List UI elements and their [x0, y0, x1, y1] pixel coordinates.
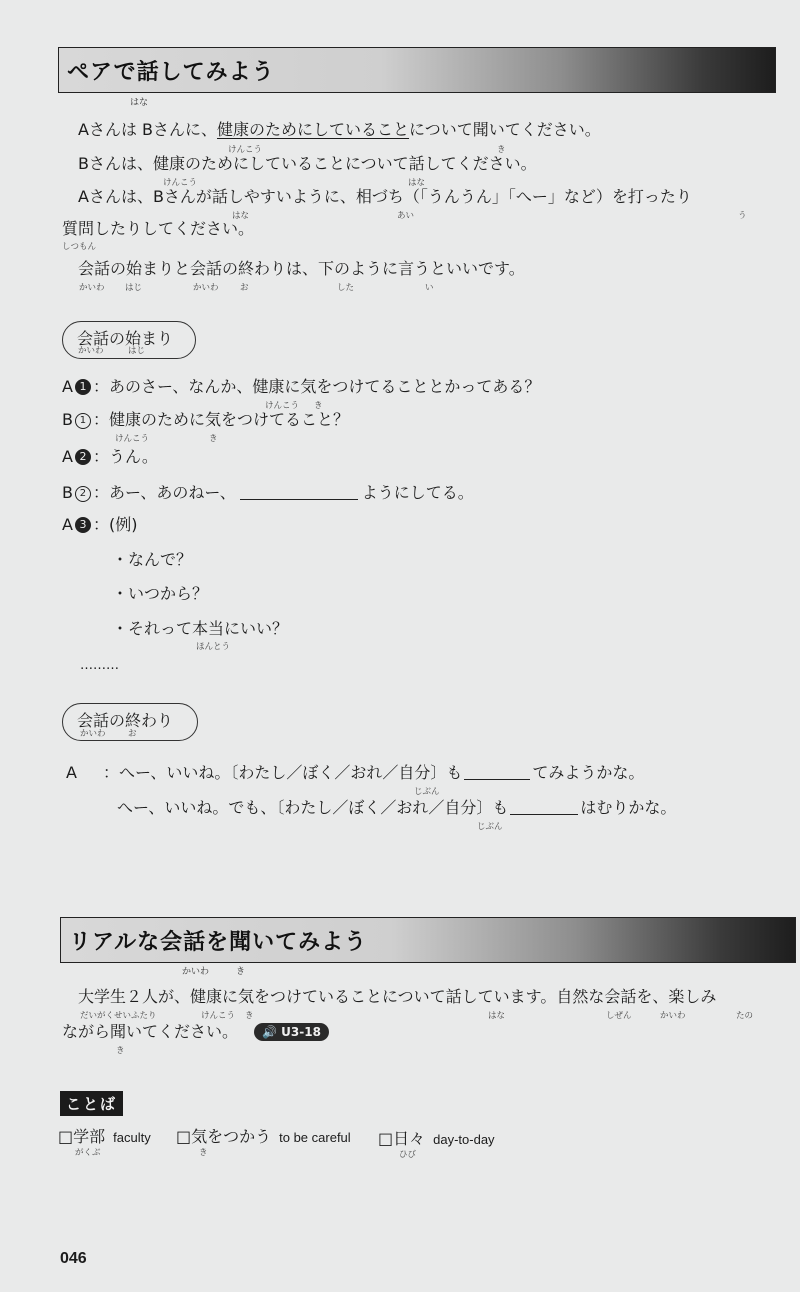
vocabulary-label: ことば: [60, 1091, 123, 1116]
number-badge: 1: [75, 413, 91, 429]
instruction-line-5: 会話の始まりと会話の終わりは、下のように言うといいです。: [78, 259, 525, 278]
section-title: ペアで話してみよう: [67, 59, 275, 85]
speaker-icon: 🔊: [262, 1025, 277, 1039]
ellipsis: ………: [80, 658, 119, 673]
instruction-line-1: Aさんは Bさんに、健康のためにしていることについて聞いてください。: [78, 120, 601, 139]
vocab-item: □気をつかう to be careful: [176, 1127, 351, 1146]
example-item: ・それって本当にいい？: [112, 619, 289, 638]
dialogue-line-a1: A 1 ：あのさー、なんか、健康に気をつけてることとかってある？: [62, 377, 541, 396]
start-box-label: 会話の始まり: [77, 329, 174, 348]
section-title: リアルな会話を聞いてみよう: [69, 929, 368, 955]
page-number: 046: [60, 1250, 87, 1267]
title-furigana: はな: [130, 98, 149, 108]
listening-line-2: ながら聞いてください。: [62, 1022, 239, 1041]
ending-line-2: へー、いいね。でも、〔わたし／ぼく／おれ／自分〕も はむりかな。: [117, 798, 677, 817]
example-item: ・なんで？: [112, 550, 193, 569]
fill-in-blank[interactable]: [464, 763, 530, 780]
instruction-line-2: Bさんは、健康のためにしていることについて話してください。: [78, 154, 537, 173]
vocab-item: □学部 faculty: [58, 1127, 151, 1146]
vocab-item: □日々 day-to-day: [378, 1129, 495, 1148]
dialogue-line-a3: A 3 ：(例): [62, 515, 138, 534]
dialogue-line-b1: B 1 ：健康のために気をつけてること？: [62, 410, 349, 429]
instruction-line-3: Aさんは、Bさんが話しやすいように、相づち（「うんうん」「へー」など）を打ったり: [78, 187, 692, 206]
section-header-real-conversation: [60, 917, 796, 963]
audio-track-badge[interactable]: 🔊 U3-18: [254, 1023, 329, 1041]
fill-in-blank[interactable]: [510, 798, 578, 815]
end-box-label: 会話の終わり: [77, 711, 174, 730]
ending-line-1: A ：へー、いいね。〔わたし／ぼく／おれ／自分〕も てみようかな。: [66, 763, 645, 782]
underlined-phrase: 健康のためにしていること: [217, 120, 410, 139]
fill-in-blank[interactable]: [240, 483, 358, 500]
number-badge: 3: [75, 517, 91, 533]
listening-line-1: 大学生２人が、健康に気をつけていることについて話しています。自然な会話を、楽しみ: [78, 987, 717, 1006]
example-item: ・いつから？: [112, 584, 209, 603]
instruction-line-4: 質問したりしてください。: [62, 219, 255, 238]
number-badge: 2: [75, 449, 91, 465]
dialogue-line-a2: A 2 ：うん。: [62, 447, 158, 466]
section-header-pair-talk: [58, 47, 776, 93]
dialogue-line-b2: B 2 ：あー、あのねー、 ようにしてる。: [62, 483, 474, 502]
number-badge: 1: [75, 379, 91, 395]
number-badge: 2: [75, 486, 91, 502]
